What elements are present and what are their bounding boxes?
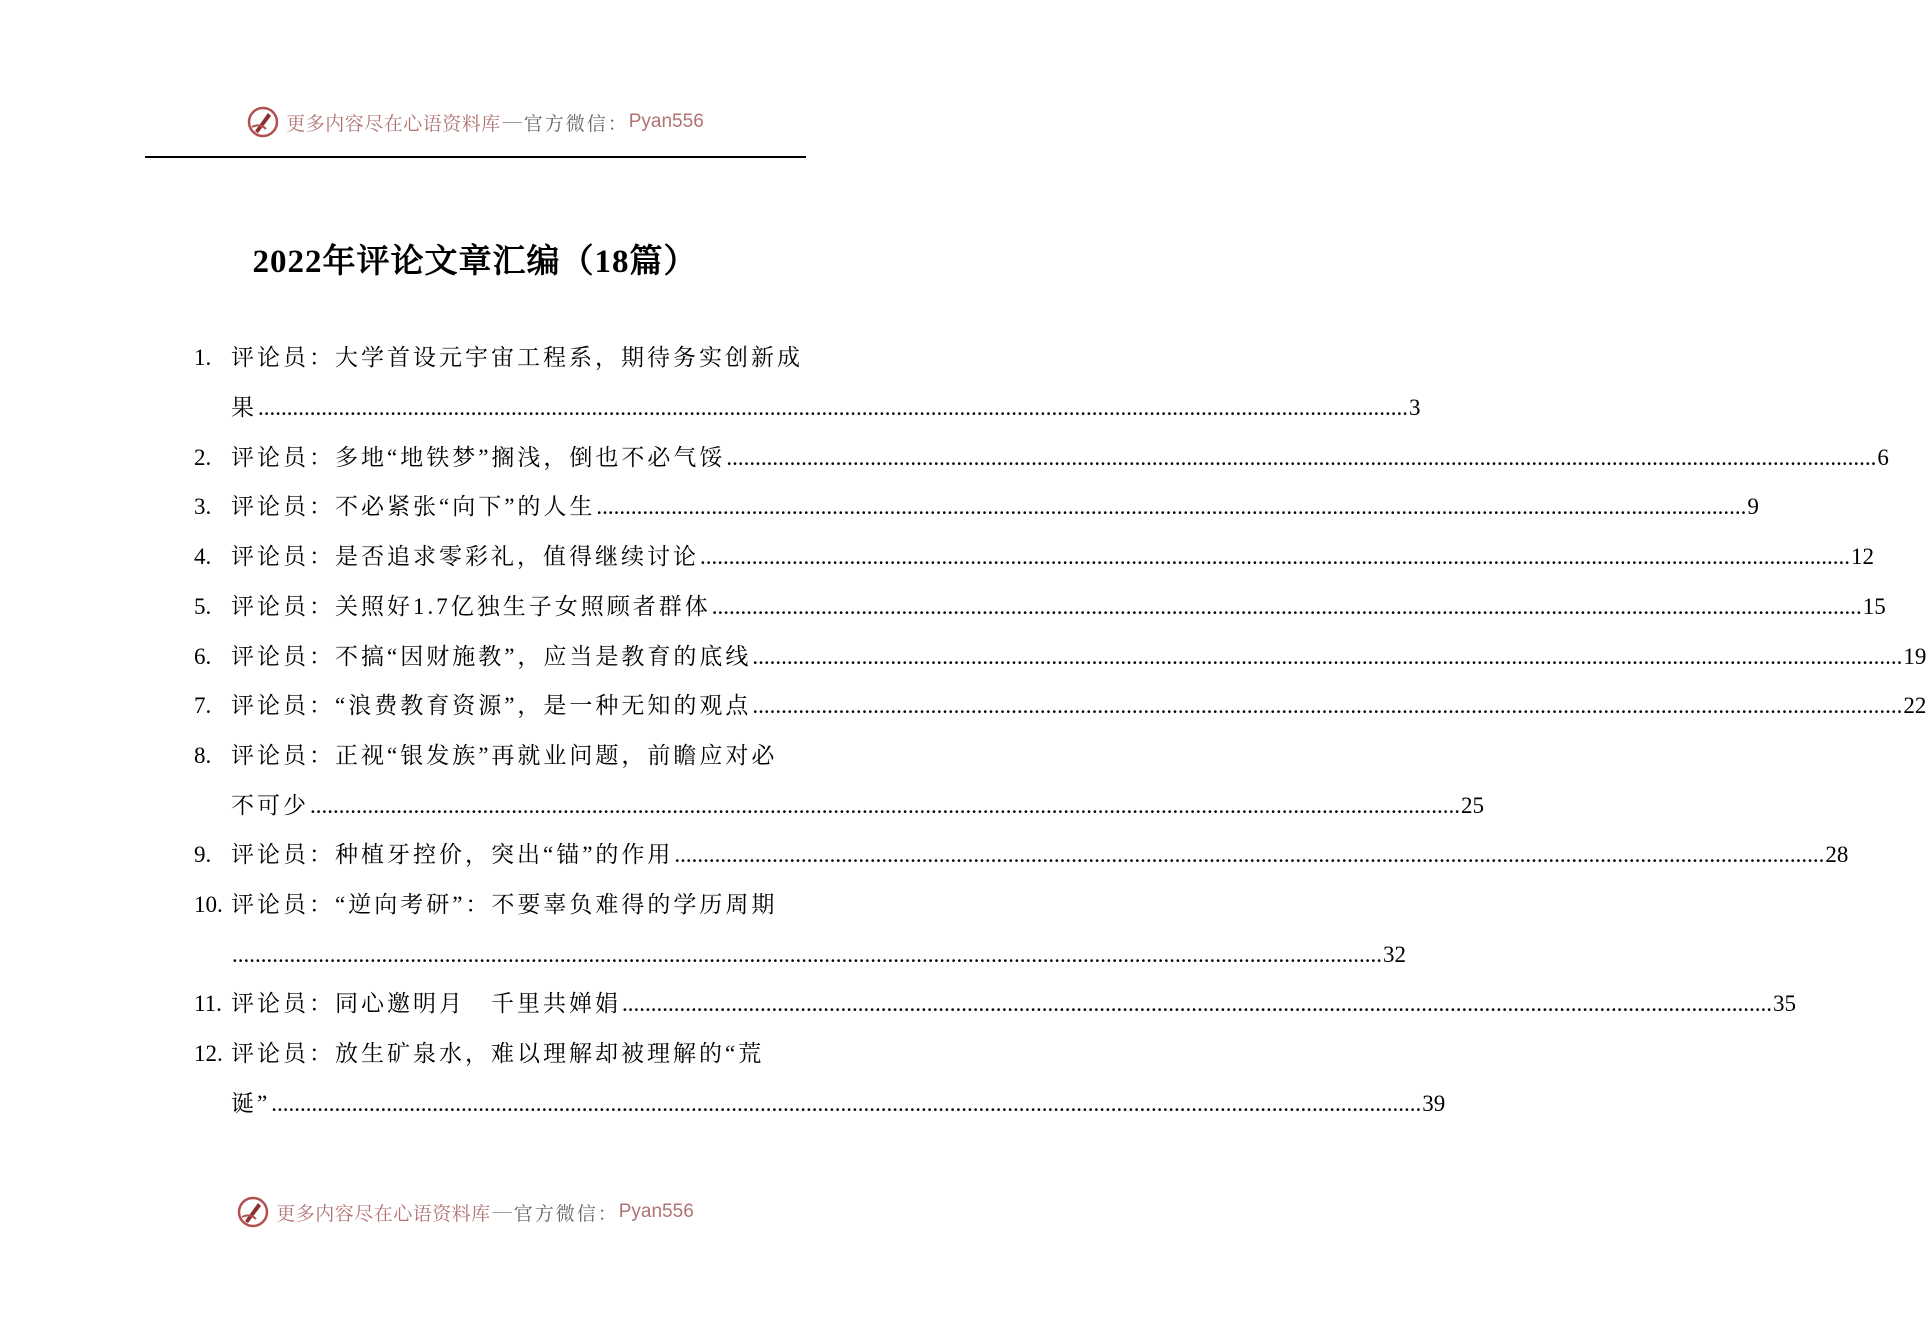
document-title: 2022年评论文章汇编（18篇） <box>252 244 698 280</box>
toc-page-number: 25 <box>1461 793 1484 818</box>
toc-title: 评论员：“逆向考研”：不要辜负难得的学历周期 <box>231 892 778 917</box>
toc-page-number: 6 <box>1877 445 1889 470</box>
toc-number: 6. <box>194 644 212 669</box>
toc-number: 9. <box>194 842 212 867</box>
toc-page-number: 28 <box>1825 842 1849 867</box>
toc-title: 评论员：多地“地铁梦”搁浅，倒也不必气馁 <box>231 445 726 470</box>
toc-page-number: 35 <box>1773 991 1796 1016</box>
toc-title: 评论员：放生矿泉水，难以理解却被理解的“荒 <box>231 1041 765 1066</box>
toc-page-number: 19 <box>1903 644 1926 669</box>
toc-page-number: 9 <box>1747 494 1759 519</box>
dot-leader: ........................................................................................................................................................................................................ <box>258 395 1408 420</box>
toc-page-number: 39 <box>1422 1091 1446 1116</box>
toc-title: 评论员：是否追求零彩礼，值得继续讨论 <box>231 544 699 569</box>
header-divider <box>145 156 806 158</box>
toc-title-continued: 诞” <box>231 1091 271 1116</box>
toc-number: 1. <box>194 345 212 370</box>
toc-title-continued: 不可少 <box>231 793 309 818</box>
dot-leader: ........................................................................................................................................................................................................ <box>232 942 1382 967</box>
toc-number: 10. <box>194 892 223 917</box>
toc-title: 评论员：不搞“因财施教”，应当是教育的底线 <box>231 644 752 669</box>
toc-number: 11. <box>194 991 222 1016</box>
dot-leader: ........................................................................................................................................................................................................ <box>726 445 1877 470</box>
quill-pen-logo-icon <box>236 1195 270 1229</box>
dot-leader: ........................................................................................................................................................................................................ <box>596 494 1747 519</box>
wechat-id: Pyan556 <box>628 111 704 132</box>
toc-number: 4. <box>194 544 212 569</box>
toc-page-number: 22 <box>1903 693 1926 718</box>
dot-leader: ........................................................................................................................................................................................................ <box>674 842 1825 867</box>
header-banner <box>0 102 950 142</box>
toc-title: 评论员：同心邀明月 千里共婵娟 <box>231 991 621 1016</box>
toc-page-number: 3 <box>1409 395 1421 420</box>
toc-number: 8. <box>194 743 212 768</box>
toc-page-number: 12 <box>1851 544 1874 569</box>
dot-leader: ........................................................................................................................................................................................................ <box>752 693 1903 718</box>
toc-title-continued: 果 <box>231 395 257 420</box>
banner-text: 更多内容尽在心语资料库 <box>286 113 501 135</box>
toc-title: 评论员：种植牙控价，突出“锚”的作用 <box>231 842 674 867</box>
dot-leader: ........................................................................................................................................................................................................ <box>711 594 1862 619</box>
banner-dash: — <box>502 111 522 132</box>
toc-number: 3. <box>194 494 212 519</box>
dot-leader: ........................................................................................................................................................................................................ <box>700 544 1850 569</box>
toc-title: 评论员：关照好1.7亿独生子女照顾者群体 <box>231 594 711 619</box>
toc-number: 2. <box>194 445 212 470</box>
dot-leader: ........................................................................................................................................................................................................ <box>622 991 1772 1016</box>
wechat-id: Pyan556 <box>618 1201 694 1222</box>
toc-number: 5. <box>194 594 212 619</box>
toc-page-number: 15 <box>1862 594 1886 619</box>
footer-banner <box>0 1192 940 1232</box>
toc-number: 12. <box>194 1041 223 1066</box>
dot-leader: ........................................................................................................................................................................................................ <box>271 1091 1422 1116</box>
toc-title: 评论员：正视“银发族”再就业问题，前瞻应对必 <box>231 743 778 768</box>
dot-leader: ........................................................................................................................................................................................................ <box>310 793 1460 818</box>
toc-number: 7. <box>194 693 212 718</box>
toc-title: 评论员：不必紧张“向下”的人生 <box>231 494 596 519</box>
toc-title: 评论员：“浪费教育资源”，是一种无知的观点 <box>231 693 752 718</box>
toc-title: 评论员：大学首设元宇宙工程系，期待务实创新成 <box>231 345 803 370</box>
wechat-label: 官方微信： <box>513 1203 619 1225</box>
quill-pen-logo-icon <box>246 105 280 139</box>
dot-leader: ........................................................................................................................................................................................................ <box>752 644 1903 669</box>
wechat-label: 官方微信： <box>523 113 629 135</box>
banner-dash: — <box>492 1201 512 1222</box>
banner-text: 更多内容尽在心语资料库 <box>276 1203 491 1225</box>
toc-page-number: 32 <box>1383 942 1406 967</box>
